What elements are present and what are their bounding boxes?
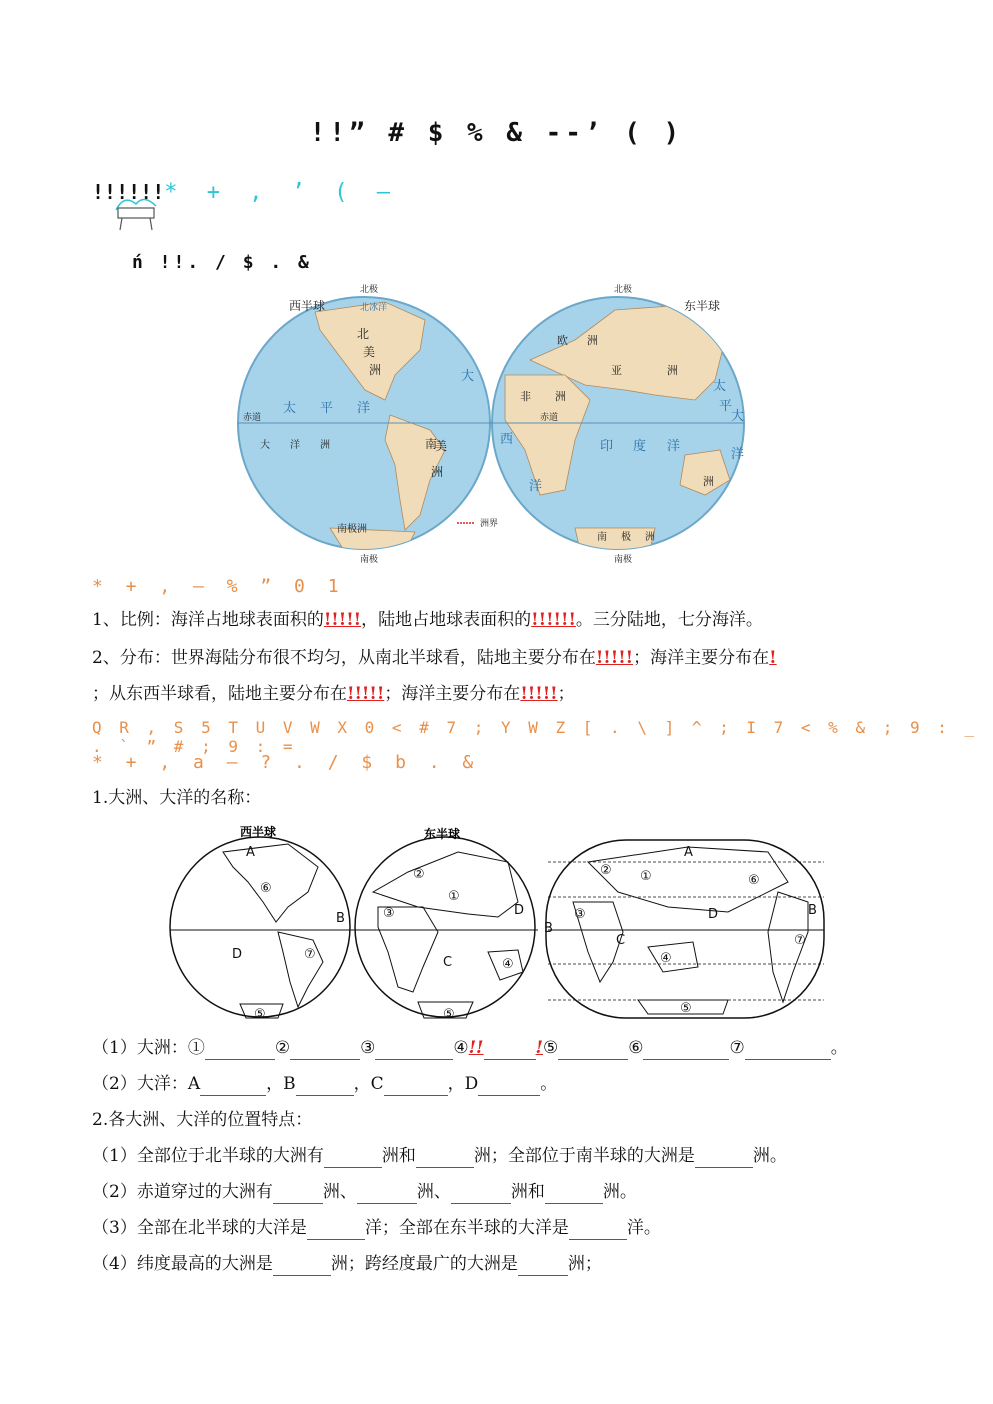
svg-text:洲界: 洲界: [480, 519, 499, 529]
svg-text:太: 太: [283, 401, 297, 416]
decorative-pencil-icon: [110, 190, 162, 234]
svg-text:B: B: [336, 911, 345, 926]
svg-text:⑤: ⑤: [254, 1007, 266, 1022]
svg-text:洲: 洲: [320, 440, 330, 451]
svg-text:平: 平: [719, 399, 733, 414]
map1-east-label: 东半球: [684, 299, 721, 313]
svg-text:①: ①: [448, 889, 460, 904]
svg-text:②: ②: [413, 867, 425, 882]
answer-blank[interactable]: [296, 1076, 354, 1096]
svg-text:⑦: ⑦: [794, 933, 806, 948]
svg-text:洲: 洲: [555, 390, 566, 403]
svg-text:C: C: [616, 933, 626, 948]
answer-blank[interactable]: [518, 1256, 568, 1276]
svg-text:③: ③: [574, 907, 586, 922]
svg-text:洋: 洋: [357, 401, 371, 416]
svg-text:美: 美: [363, 345, 376, 359]
answer-blank[interactable]: [375, 1040, 453, 1060]
svg-text:④: ④: [502, 957, 514, 972]
svg-text:洲: 洲: [587, 334, 598, 347]
question-2-title: 2.各大洲、大洋的位置特点：: [92, 1110, 313, 1130]
question-2-4: （4）纬度最高的大洲是 洲；跨经度最广的大洲是 洲；: [92, 1254, 602, 1274]
svg-text:欧: 欧: [557, 334, 568, 347]
answer-blank[interactable]: [200, 1076, 266, 1096]
svg-text:A: A: [684, 845, 693, 860]
answer-blank[interactable]: [558, 1040, 628, 1060]
svg-text:南: 南: [425, 437, 438, 451]
svg-text:赤道: 赤道: [243, 413, 262, 423]
answer-blank[interactable]: [307, 1220, 365, 1240]
question-1-title: 1.大洲、大洋的名称：: [92, 788, 262, 808]
svg-text:⑤: ⑤: [680, 1001, 692, 1016]
svg-text:B: B: [544, 921, 553, 936]
svg-text:平: 平: [320, 401, 334, 416]
svg-text:印: 印: [600, 439, 614, 454]
orange-heading-1: * + , – % ” 0 1: [92, 576, 345, 597]
svg-text:B: B: [808, 903, 817, 918]
svg-text:太: 太: [713, 379, 727, 394]
question-2-3: （3）全部在北半球的大洋是 洋；全部在东半球的大洋是 洋。: [92, 1218, 661, 1238]
svg-text:亚: 亚: [611, 364, 622, 377]
svg-text:D: D: [514, 903, 525, 918]
answer-blank[interactable]: [569, 1220, 627, 1240]
svg-text:洲: 洲: [645, 532, 655, 543]
answer-blank[interactable]: [273, 1184, 323, 1204]
answer-blank[interactable]: [384, 1076, 448, 1096]
answer-blank[interactable]: [643, 1040, 729, 1060]
svg-text:①: ①: [640, 869, 652, 884]
svg-text:北极: 北极: [360, 285, 379, 295]
answer-blank[interactable]: [273, 1256, 331, 1276]
answer-blank[interactable]: [478, 1076, 540, 1096]
hemisphere-color-map: [235, 280, 755, 570]
svg-text:⑥: ⑥: [748, 873, 760, 888]
svg-text:非: 非: [520, 390, 531, 403]
page-title: !!” # $ % & --’ ( ): [309, 118, 684, 148]
answer-blank[interactable]: [205, 1040, 275, 1060]
question-1-1: （1）大洲：① ② ③ ④!! !⑤ ⑥ ⑦ 。: [92, 1038, 848, 1058]
svg-text:洲: 洲: [369, 363, 382, 377]
svg-text:⑦: ⑦: [304, 947, 316, 962]
paragraph-distribution-2: ；从东西半球看，陆地主要分布在!!!!!；海洋主要分布在!!!!!；: [92, 684, 575, 704]
question-2-2: （2）赤道穿过的大洲有 洲、 洲、 洲和 洲。: [92, 1182, 637, 1202]
svg-text:洋: 洋: [529, 479, 543, 494]
svg-text:南: 南: [597, 532, 607, 543]
svg-text:美: 美: [435, 439, 448, 453]
question-2-1: （1）全部位于北半球的大洲有 洲和 洲；全部位于南半球的大洲是 洲。: [92, 1146, 787, 1166]
svg-text:C: C: [443, 955, 453, 970]
svg-text:洋: 洋: [731, 447, 745, 462]
svg-text:南极: 南极: [614, 555, 633, 565]
map1-west-label: 西半球: [289, 299, 326, 313]
svg-text:西: 西: [500, 432, 514, 447]
svg-text:大: 大: [260, 440, 270, 451]
paragraph-ratio: 1、比例：海洋占地球表面积的!!!!!，陆地占地球表面积的!!!!!!。三分陆地，七分海洋。: [92, 610, 763, 630]
svg-text:东半球: 东半球: [424, 827, 461, 841]
subheading: ń !!. / $ . &: [132, 252, 312, 273]
answer-blank[interactable]: [745, 1040, 831, 1060]
answer-blank[interactable]: [416, 1148, 474, 1168]
svg-text:赤道: 赤道: [540, 413, 559, 423]
svg-text:南极洲: 南极洲: [337, 524, 367, 535]
svg-text:大: 大: [461, 369, 475, 384]
outline-world-maps: [168, 822, 828, 1022]
svg-text:D: D: [708, 907, 719, 922]
paragraph-distribution: 2、分布：世界海陆分布很不均匀，从南北半球看，陆地主要分布在!!!!!；海洋主要分布在!: [92, 648, 777, 668]
svg-text:③: ③: [383, 906, 395, 921]
orange-heading-2: Q R , S 5 T U V W X 0 < # 7 ; Y W Z [ . \ ] ^ ; I 7 < % & ; 9 : _ . ` ” # ; 9 : =: [92, 718, 979, 756]
svg-text:度: 度: [633, 439, 647, 454]
section-prefix: !!!!!!: [92, 180, 165, 204]
svg-text:西半球: 西半球: [240, 825, 277, 839]
answer-blank[interactable]: [357, 1184, 417, 1204]
section-heading-text: * + , ’ ( –: [164, 180, 398, 205]
svg-text:⑤: ⑤: [443, 1007, 455, 1022]
svg-text:洲: 洲: [431, 465, 444, 479]
svg-text:②: ②: [600, 863, 612, 878]
svg-text:洋: 洋: [667, 439, 681, 454]
svg-text:洲: 洲: [667, 364, 678, 377]
answer-blank[interactable]: [695, 1148, 753, 1168]
svg-text:北极: 北极: [614, 285, 633, 295]
svg-text:洋: 洋: [290, 440, 300, 451]
answer-blank[interactable]: [484, 1040, 536, 1060]
answer-blank[interactable]: [290, 1040, 360, 1060]
orange-heading-3: * + , a – ? . / $ b . &: [92, 752, 480, 773]
question-1-2: （2）大洋：A ，B ，C ，D 。: [92, 1074, 558, 1094]
svg-text:洲: 洲: [703, 475, 714, 488]
svg-text:大: 大: [731, 409, 745, 424]
svg-text:极: 极: [621, 532, 631, 543]
svg-text:南极: 南极: [360, 555, 379, 565]
svg-text:D: D: [232, 947, 243, 962]
answer-blank[interactable]: [324, 1148, 382, 1168]
answer-blank[interactable]: [545, 1184, 603, 1204]
svg-text:北: 北: [357, 327, 370, 341]
svg-text:北冰洋: 北冰洋: [360, 303, 388, 313]
svg-text:⑥: ⑥: [260, 881, 272, 896]
svg-text:A: A: [246, 845, 255, 860]
answer-blank[interactable]: [451, 1184, 511, 1204]
svg-text:④: ④: [660, 951, 672, 966]
